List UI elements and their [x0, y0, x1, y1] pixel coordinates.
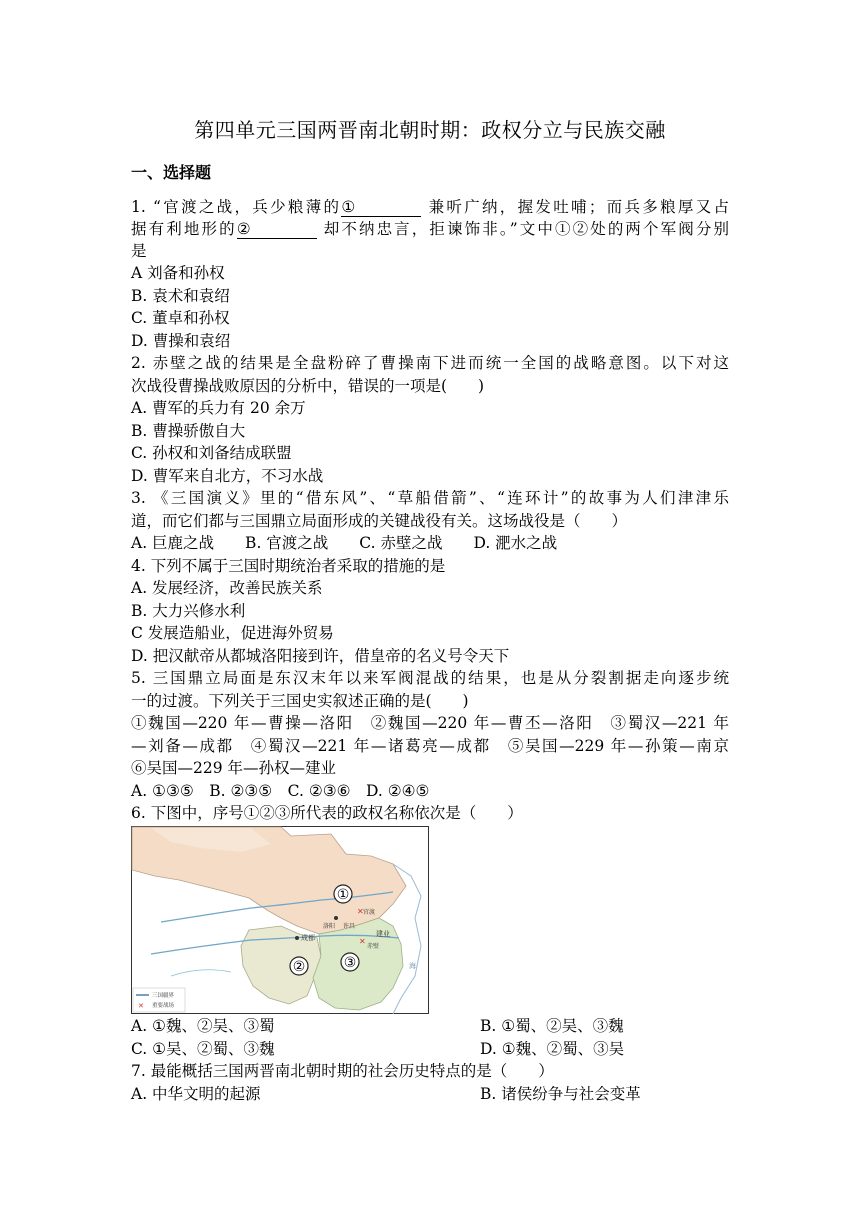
chengdu-dot: [295, 936, 299, 940]
q5-line5: ⑥吴国—229 年—孙权—建业: [131, 759, 337, 777]
q1-text-d: 却不纳忠言，拒谏饰非。”文中①②处的两个军阀分别: [316, 220, 729, 238]
legend-battle-label: 重要战场: [152, 1003, 175, 1009]
q1-line3: 是: [131, 242, 147, 260]
q1-text-c: 据有利地形的: [131, 220, 237, 238]
city-luoyang: 洛阳: [323, 923, 336, 930]
q4-option-c: C 发展造船业，促进海外贸易: [131, 624, 334, 642]
city-xu: 许昌: [343, 923, 356, 930]
q3-line1: 3. 《三国演义》里的“借东风”、“草船借箭”、“连环计”的故事为人们津津乐: [131, 489, 729, 507]
page-title: 第四单元三国两晋南北朝时期：政权分立与民族交融: [194, 118, 666, 142]
q2-option-d: D. 曹军来自北方，不习水战: [131, 467, 324, 485]
q5-line3: ①魏国—220 年—曹操—洛阳 ②魏国—220 年—曹丕—洛阳 ③蜀汉—221 年: [131, 714, 729, 732]
legend-battle-icon: ✕: [138, 1002, 144, 1010]
city-chibi: 赤壁: [367, 943, 380, 950]
q3-options: A. 巨鹿之战 B. 官渡之战 C. 赤壁之战 D. 淝水之战: [131, 534, 558, 552]
q6-line1: 6. 下图中，序号①②③所代表的政权名称依次是（ ）: [131, 804, 523, 822]
q7-option-b: B. 诸侯纷争与社会变革: [480, 1085, 641, 1103]
q1-option-a: A 刘备和孙权: [131, 264, 225, 282]
q7-option-a: A. 中华文明的起源: [131, 1085, 261, 1103]
marker-1-label: ①: [336, 887, 350, 903]
q5-line1: 5. 三国鼎立局面是东汉末年以来军阀混战的结果，也是从分裂割据走向逐步统: [131, 669, 729, 687]
q1-option-c: C. 董卓和孙权: [131, 309, 230, 327]
q4-option-b: B. 大力兴修水利: [131, 602, 246, 620]
q6-option-b: B. ①蜀、②吴、③魏: [480, 1017, 624, 1035]
legend-border-label: 三国疆界: [152, 993, 175, 999]
q6-option-d: D. ①魏、②蜀、③吴: [480, 1040, 625, 1058]
q5-line2: 一的过渡。下列关于三国史实叙述正确的是( ): [131, 692, 469, 710]
section-heading: 一、选择题: [131, 163, 212, 182]
q1-blank1: ①: [341, 198, 421, 217]
q2-option-a: A. 曹军的兵力有 20 余万: [131, 399, 306, 417]
battle-guandu-icon: ✕: [357, 907, 364, 916]
q6-option-a: A. ①魏、②吴、③蜀: [131, 1017, 275, 1035]
q4-option-d: D. 把汉献帝从都城洛阳接到许，借皇帝的名义号令天下: [131, 647, 510, 665]
marker-2-label: ②: [292, 959, 306, 975]
city-jianye: 建业: [376, 930, 390, 938]
q2-line1: 2. 赤壁之战的结果是全盘粉碎了曹操南下进而统一全国的战略意图。以下对这: [131, 354, 729, 372]
q7-line1: 7. 最能概括三国两晋南北朝时期的社会历史特点的是（ ）: [131, 1062, 554, 1080]
three-kingdoms-map: [131, 826, 429, 1014]
luoyang-dot: [334, 916, 338, 920]
q1-line2: [131, 218, 729, 240]
q1-text-b: 兼听广纳，握发吐哺；而兵多粮厚又占: [421, 198, 730, 216]
city-chengdu: 成都: [301, 934, 315, 942]
battle-chibi-icon: ✕: [359, 937, 366, 946]
q3-line2: 道，而它们都与三国鼎立局面形成的关键战役有关。这场战役是（ ）: [131, 512, 628, 530]
q2-option-b: B. 曹操骄傲自大: [131, 422, 246, 440]
q6-option-c: C. ①吴、②蜀、③魏: [131, 1040, 275, 1058]
q1-blank2: ②: [237, 220, 317, 239]
q4-option-a: A. 发展经济，改善民族关系: [131, 579, 323, 597]
q2-option-c: C. 孙权和刘备结成联盟: [131, 444, 292, 462]
city-guandu: 官渡: [363, 909, 376, 916]
q1-option-b: B. 袁术和袁绍: [131, 287, 230, 305]
q1-text-a: 1. “官渡之战，兵少粮薄的: [131, 198, 342, 216]
q5-line4: —刘备—成都 ④蜀汉—221 年—诸葛亮—成都 ⑤吴国—229 年—孙策—南京: [131, 737, 729, 755]
q5-options: A. ①③⑤ B. ②③⑤ C. ②③⑥ D. ②④⑤: [131, 782, 430, 800]
sea-label: 海: [409, 962, 416, 970]
q2-line2: 次战役曹操战败原因的分析中，错误的一项是( ): [131, 377, 485, 395]
q1-line1: [131, 196, 729, 218]
marker-3-label: ③: [343, 955, 357, 971]
q4-line1: 4. 下列不属于三国时期统治者采取的措施的是: [131, 557, 446, 575]
q1-option-d: D. 曹操和袁绍: [131, 332, 231, 350]
